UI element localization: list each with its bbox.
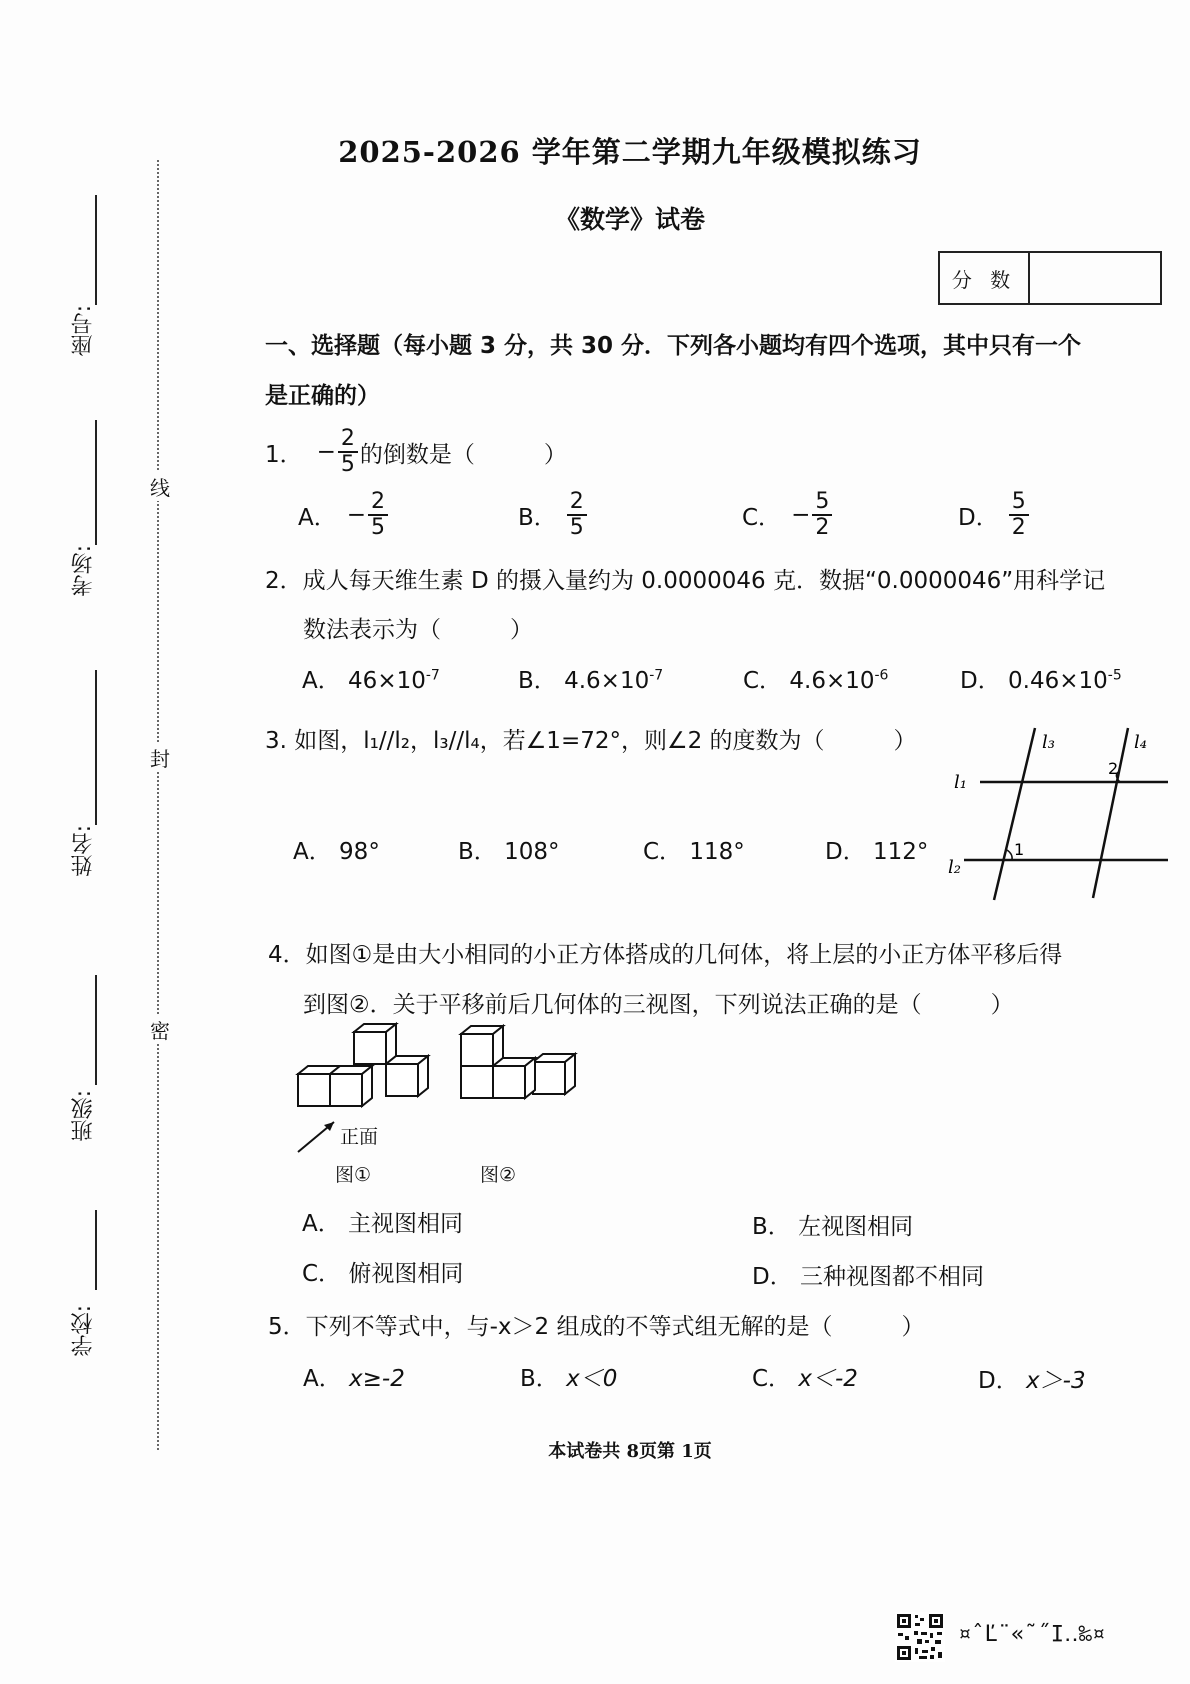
option-letter: D． — [825, 839, 866, 865]
room-label: 考场: — [71, 545, 96, 597]
option-letter: D． — [960, 668, 1001, 694]
score-value-cell — [1030, 253, 1160, 303]
option-letter: C． — [742, 504, 782, 531]
option-base: 0.46×10 — [1008, 668, 1108, 694]
q1-option-b[interactable] — [518, 490, 589, 540]
option-letter: A． — [298, 504, 337, 531]
option-letter: A． — [303, 1366, 342, 1392]
q1-number: 1． — [265, 441, 303, 468]
cube-side-face — [362, 1066, 372, 1106]
option-denominator: 5 — [569, 515, 584, 541]
option-text: x≥-2 — [349, 1366, 405, 1392]
class-label: 班级: — [71, 1090, 96, 1142]
option-base: 4.6×10 — [789, 668, 875, 694]
option-denominator: 2 — [1011, 515, 1026, 541]
option-denominator: 2 — [815, 515, 830, 541]
label-angle-2: 2 — [1108, 759, 1119, 778]
q3-parallel-lines-figure — [950, 728, 1170, 903]
option-letter: B． — [518, 668, 557, 694]
option-text: 俯视图相同 — [348, 1261, 464, 1287]
score-label: 分 数 — [940, 253, 1030, 303]
question-2: 2．成人每天维生素 D 的摄入量约为 0.0000046 克．数据“0.0000046”用科学记 — [265, 568, 1106, 594]
qr-code-icon[interactable] — [895, 1612, 945, 1662]
seal-dotted-line — [157, 160, 159, 1450]
option-denominator: 5 — [371, 515, 386, 541]
page-subtitle: 《数学》试卷 — [554, 205, 705, 234]
option-base: 46×10 — [348, 668, 426, 694]
option-numerator: 5 — [1009, 490, 1029, 516]
seat-label: 座号: — [71, 305, 96, 357]
option-letter: B． — [458, 839, 497, 865]
q5-option-d[interactable] — [978, 1362, 1086, 1395]
section-heading-cont: 是正确的） — [265, 383, 380, 409]
option-letter: C． — [302, 1261, 342, 1287]
q3-option-c[interactable] — [643, 833, 745, 866]
q1-fraction — [338, 427, 358, 477]
question-4: 4．如图①是由大小相同的小正方体搭成的几何体，将上层的小正方体平移后得 — [268, 942, 1063, 968]
q5-option-c[interactable] — [752, 1360, 858, 1393]
option-letter: B． — [752, 1214, 791, 1240]
option-letter: C． — [643, 839, 683, 865]
section-heading: 一、选择题（每小题 3 分，共 30 分．下列各小题均有四个选项，其中只有一个 — [265, 333, 1082, 359]
seal-char-feng: 封 — [150, 743, 170, 772]
q4-figure-2-cubes — [455, 1022, 585, 1117]
scanner-watermark-text: ¤ˆĽ¨«˜˝Ι‥‰¤ — [958, 1622, 1106, 1647]
angle-1-arc — [1007, 850, 1012, 860]
option-letter: B． — [520, 1366, 559, 1392]
cube-front-face — [461, 1034, 493, 1066]
option-fraction — [567, 490, 587, 540]
cube-side-face — [525, 1058, 535, 1098]
option-fraction — [368, 490, 388, 540]
label-l3: l₃ — [1042, 732, 1055, 753]
front-direction-arrow-icon — [294, 1116, 344, 1156]
q5-option-b[interactable] — [520, 1360, 617, 1393]
seal-char-xian: 线 — [150, 472, 170, 501]
option-text: x＜-2 — [798, 1366, 858, 1392]
cube-side-face — [418, 1056, 428, 1096]
option-exponent: -6 — [874, 667, 889, 684]
q2-option-b[interactable] — [518, 662, 663, 695]
option-letter: A． — [293, 839, 332, 865]
option-value: 118° — [689, 839, 745, 865]
page-footer: 本试卷共 8页第 1页 — [548, 1441, 712, 1462]
cube-front-face — [461, 1066, 493, 1098]
seal-char-mi: 密 — [150, 1015, 170, 1044]
cube-front-face — [330, 1074, 362, 1106]
option-sign: − — [791, 502, 811, 529]
figure-1-label: 图① — [335, 1164, 372, 1186]
option-text: x＜0 — [566, 1366, 618, 1392]
cube-front-face — [386, 1064, 418, 1096]
front-label: 正面 — [340, 1126, 379, 1148]
figure-2-label: 图② — [480, 1164, 517, 1186]
option-numerator: 2 — [368, 490, 388, 516]
q1-minus: − — [316, 439, 336, 466]
name-underline — [95, 670, 97, 825]
cube-front-face — [533, 1062, 565, 1094]
label-angle-1: 1 — [1014, 840, 1025, 859]
option-fraction — [812, 490, 832, 540]
label-l2: l₂ — [948, 857, 961, 878]
option-base: 4.6×10 — [564, 668, 650, 694]
option-numerator: 2 — [567, 490, 587, 516]
option-value: 108° — [504, 839, 560, 865]
option-exponent: -5 — [1107, 667, 1122, 684]
q4-figure-1-cubes — [292, 1022, 442, 1117]
option-letter: C． — [743, 668, 783, 694]
q1-text: 的倒数是（ ） — [359, 441, 567, 468]
q4-option-d[interactable] — [752, 1258, 984, 1291]
line-l3 — [994, 728, 1035, 900]
option-letter: D． — [978, 1368, 1019, 1394]
label-l4: l₄ — [1134, 732, 1147, 753]
q3-option-d[interactable] — [825, 833, 928, 866]
cube-front-face — [298, 1074, 330, 1106]
line-l4 — [1093, 728, 1128, 898]
option-letter: D． — [752, 1264, 793, 1290]
option-text: 左视图相同 — [798, 1214, 914, 1240]
page-title: 2025-2026 学年第二学期九年级模拟练习 — [338, 135, 922, 169]
option-letter: A． — [302, 1211, 341, 1237]
option-letter: C． — [752, 1366, 792, 1392]
question-4-cont: 到图②．关于平移前后几何体的三视图，下列说法正确的是（ ） — [303, 992, 1014, 1018]
question-5: 5．下列不等式中，与-x＞2 组成的不等式组无解的是（ ） — [268, 1314, 925, 1340]
cube-front-face — [493, 1066, 525, 1098]
q3-option-a[interactable] — [293, 833, 380, 866]
q4-option-b[interactable] — [752, 1208, 913, 1241]
option-letter: B． — [518, 504, 557, 531]
score-box — [938, 251, 1162, 305]
option-fraction — [1009, 490, 1029, 540]
option-numerator: 5 — [812, 490, 832, 516]
label-l1: l₁ — [954, 772, 967, 793]
option-text: x＞-3 — [1026, 1368, 1086, 1394]
q1-option-c[interactable] — [742, 490, 834, 540]
q4-option-c[interactable] — [302, 1255, 463, 1288]
question-3: 3. 如图，l₁//l₂，l₃//l₄，若∠1=72°，则∠2 的度数为（ ） — [265, 728, 917, 754]
q2-option-c[interactable] — [743, 662, 888, 695]
option-exponent: -7 — [649, 667, 664, 684]
question-1 — [265, 427, 567, 477]
option-letter: D． — [958, 504, 999, 531]
option-text: 主视图相同 — [348, 1211, 464, 1237]
q1-numerator: 2 — [338, 427, 358, 453]
cube-side-face — [565, 1054, 575, 1094]
q4-option-a[interactable] — [302, 1205, 463, 1238]
school-label: 学校: — [71, 1305, 96, 1357]
question-2-cont: 数法表示为（ ） — [303, 617, 533, 643]
q5-option-a[interactable] — [303, 1360, 405, 1393]
q3-option-b[interactable] — [458, 833, 560, 866]
option-text: 三种视图都不相同 — [800, 1264, 985, 1290]
option-sign: − — [346, 502, 367, 529]
room-underline — [95, 420, 97, 545]
q1-option-a[interactable] — [298, 490, 390, 540]
option-letter: A． — [302, 668, 341, 694]
q2-option-d[interactable] — [960, 662, 1122, 695]
option-value: 112° — [873, 839, 929, 865]
name-label: 姓名: — [71, 825, 96, 877]
q1-denominator: 5 — [340, 452, 355, 478]
option-exponent: -7 — [425, 667, 440, 684]
q1-option-d[interactable] — [958, 490, 1031, 540]
option-value: 98° — [339, 839, 380, 865]
seat-underline — [95, 195, 97, 305]
school-underline — [95, 1210, 97, 1290]
cube-front-face — [354, 1032, 386, 1064]
q2-option-a[interactable] — [302, 662, 440, 695]
class-underline — [95, 975, 97, 1085]
